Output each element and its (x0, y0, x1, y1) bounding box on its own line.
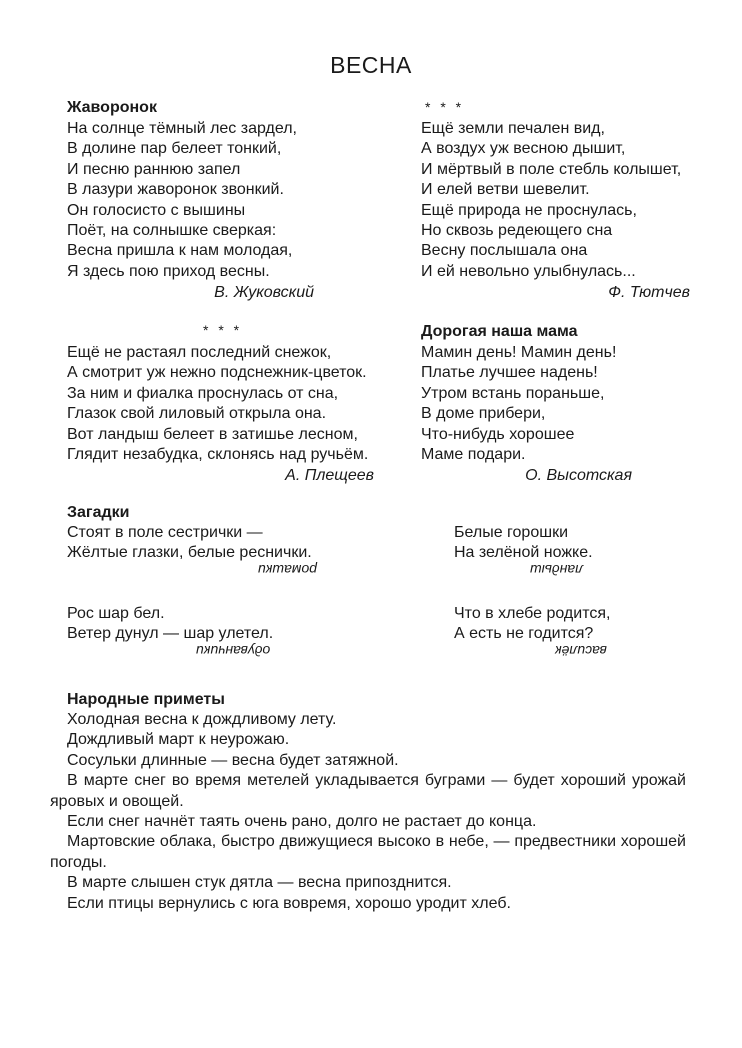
poem-line: И мёртвый в поле стебль колышет, (421, 160, 682, 178)
riddle-line: Стоят в поле сестрички — (67, 524, 263, 541)
riddle-line: Рос шар бел. (67, 605, 165, 622)
poem-line: Я здесь пою приход весны. (67, 262, 270, 280)
poem-line: В долине пар белеет тонкий, (67, 140, 282, 158)
poem-stars: * * * (203, 322, 243, 338)
poem-line: В доме прибери, (421, 405, 546, 423)
poem-line: Весну послышала она (421, 242, 588, 260)
poem-line: Платье лучшее надень! (421, 364, 598, 382)
poem-author: Ф. Тютчев (608, 284, 690, 301)
poem-line: Глядит незабудка, склонясь над ручьём. (67, 446, 369, 464)
poem-line: Маме подари. (421, 446, 526, 464)
omen-item: Дождливый март к неурожаю. (67, 731, 290, 749)
poem-lines (421, 119, 681, 282)
riddle (454, 523, 593, 564)
omen-item: В марте снег во время метелей укладывается буграми — будет хороший урожай яровых и овощей. (50, 772, 686, 810)
poem-line: Утром встань пораньше, (421, 384, 605, 402)
riddle-line: Что в хлебе родится, (454, 605, 611, 622)
poem-line: В лазури жаворонок звонкий. (67, 181, 284, 199)
poem-line: Ещё не растаял последний снежок, (67, 344, 332, 361)
poem-line: Что-нибудь хорошее (421, 425, 575, 443)
page-title: ВЕСНА (330, 52, 412, 78)
riddle-line: Ветер дунул — шар улетел. (67, 625, 274, 643)
omen-item: Мартовские облака, быстро движущиеся высоко в небе, — предвестники хорошей погоды. (50, 833, 686, 871)
omen-item: Если птицы вернулись с юга вовремя, хорошо уродит хлеб. (67, 894, 511, 912)
poem-author: В. Жуковский (214, 284, 314, 301)
poem-lines (421, 343, 616, 465)
poem-line: И елей ветви шевелит. (421, 181, 590, 199)
poem-lines (67, 119, 297, 282)
omen-item: В марте слышен стук дятла — весна припозднится. (67, 874, 452, 892)
poem-line: Поёт, на солнышке сверкая: (67, 222, 277, 240)
riddle-line: Жёлтые глазки, белые реснички. (67, 544, 312, 562)
poem-line: Глазок свой лиловый открыла она. (67, 405, 327, 423)
poem-line: Вот ландыш белеет в затишье лесном, (67, 425, 358, 443)
omen-item: Сосульки длинные — весна будет затяжной. (67, 751, 399, 769)
riddle-answer: одуванчики (196, 643, 271, 659)
riddle (67, 604, 273, 645)
riddle (67, 523, 312, 564)
omen-item: Холодная весна к дождливому лету. (67, 711, 337, 728)
riddle-line: Белые горошки (454, 524, 568, 541)
poem-lines (67, 343, 368, 465)
riddle (454, 604, 610, 645)
poem-author: А. Плещеев (285, 467, 374, 484)
poem-line: Мамин день! Мамин день! (421, 344, 617, 361)
poem-line: А воздух уж весною дышит, (421, 140, 626, 158)
poem-line: И песню раннюю запел (67, 160, 241, 178)
riddle-line: На зелёной ножке. (454, 544, 593, 562)
poem-line: И ей невольно улыбнулась... (421, 262, 636, 280)
poem-line: Он голосисто с вышины (67, 201, 246, 219)
poem-line: Весна пришла к нам молодая, (67, 242, 293, 260)
riddle-line: А есть не годится? (454, 625, 594, 643)
poem-line: Ещё природа не проснулась, (421, 201, 637, 219)
riddle-answer: ландыш (530, 562, 584, 578)
poem-author: О. Высотская (525, 467, 632, 484)
omens-title: Народные приметы (67, 691, 225, 708)
poem-stars: * * * (425, 99, 465, 115)
poem-line: А смотрит уж нежно подснежник-цветок. (67, 364, 367, 382)
riddle-answer: василёк (555, 643, 607, 659)
omens-list (50, 710, 686, 914)
poem-line: За ним и фиалка проснулась от сна, (67, 384, 339, 402)
poem-title: Дорогая наша мама (421, 323, 578, 340)
poem-line: На солнце тёмный лес зардел, (67, 120, 297, 137)
riddles-title: Загадки (67, 504, 130, 521)
poem-line: Ещё земли печален вид, (421, 120, 605, 137)
poem-line: Но сквозь редеющего сна (421, 222, 613, 240)
omen-item: Если снег начнёт таять очень рано, долго не растает до конца. (67, 813, 537, 831)
poem-title: Жаворонок (67, 99, 157, 116)
riddle-answer: ромашки (258, 562, 317, 578)
